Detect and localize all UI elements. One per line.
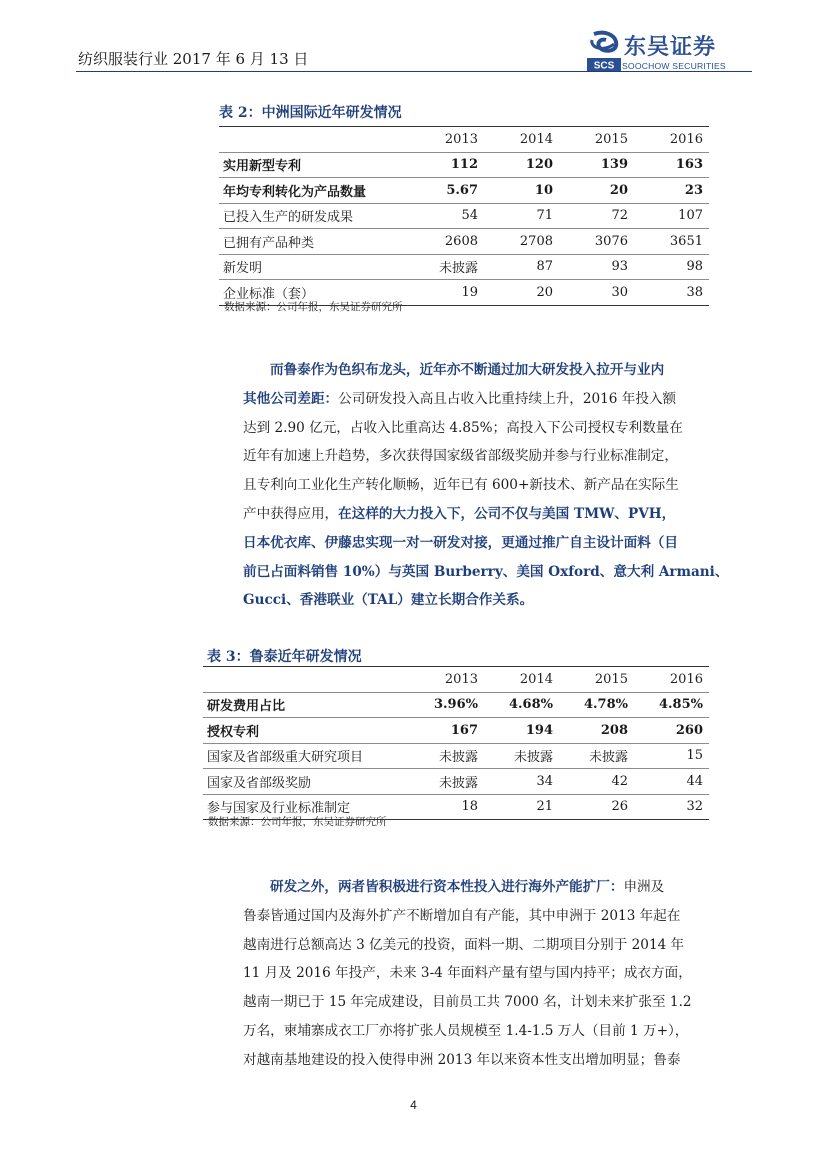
para-text: 申洲及 xyxy=(623,879,665,895)
cell: 2708 xyxy=(484,229,559,255)
cell: 208 xyxy=(559,718,634,744)
paragraph-rd xyxy=(243,356,729,615)
table2-year: 2014 xyxy=(484,127,559,153)
cell: 194 xyxy=(484,718,559,744)
cell: 26 xyxy=(559,794,634,820)
header-title: 纺织服装行业 2017 年 6 月 13 日 xyxy=(78,50,309,68)
para-line xyxy=(243,873,723,902)
cell: 3651 xyxy=(634,229,709,255)
cell: 107 xyxy=(634,203,709,229)
cell: 44 xyxy=(634,769,709,795)
para-line: 万名，柬埔寨成衣工厂亦将扩张人员规模至 1.4-1.5 万人（目前 1 万+）， xyxy=(243,1022,689,1039)
table-row xyxy=(219,254,709,280)
row-label: 企业标准（套） xyxy=(219,280,409,306)
table2-header-label xyxy=(219,127,409,153)
logo-mark-text: SCS xyxy=(593,60,615,72)
table-row xyxy=(203,718,709,744)
table2 xyxy=(219,126,709,306)
row-label: 研发费用占比 xyxy=(203,692,409,718)
para-line: 越南一期已于 15 年完成建设，目前员工共 7000 名，计划未来扩张至 1.2 xyxy=(243,994,692,1011)
table3-year: 2014 xyxy=(484,667,559,693)
cell: 72 xyxy=(559,203,634,229)
cell: 4.68% xyxy=(484,692,559,718)
row-label: 年均专利转化为产品数量 xyxy=(219,178,409,204)
cell: 87 xyxy=(484,254,559,280)
table3-header-row xyxy=(203,667,709,693)
cell: 167 xyxy=(409,718,484,744)
para-line: 越南进行总额高达 3 亿美元的投资，面料一期、二期项目分别于 2014 年 xyxy=(243,936,685,953)
table2-title: 表 2：中洲国际近年研发情况 xyxy=(219,105,402,121)
paragraph-capex xyxy=(243,873,723,1075)
para-line: 11 月及 2016 年投产，未来 3-4 年面料产量有望与国内持平；成衣方面， xyxy=(243,965,692,982)
cell: 71 xyxy=(484,203,559,229)
logo-chinese: 东吴证券 xyxy=(624,35,717,60)
table3-year: 2013 xyxy=(409,667,484,693)
cell: 139 xyxy=(559,152,634,178)
cell: 20 xyxy=(484,280,559,306)
para-emphasis: 研发之外，两者皆积极进行资本性投入进行海外产能扩厂： xyxy=(270,879,624,895)
para-line xyxy=(243,500,723,529)
cell: 4.85% xyxy=(634,692,709,718)
cell: 19 xyxy=(409,280,484,306)
header-divider xyxy=(76,71,752,72)
cell: 15 xyxy=(634,743,709,769)
cell: 5.67 xyxy=(409,178,484,204)
table3-source: 数据来源：公司年报，东吴证券研究所 xyxy=(208,816,387,828)
cell: 未披露 xyxy=(484,743,559,769)
table-row xyxy=(219,229,709,255)
table3-title: 表 3：鲁泰近年研发情况 xyxy=(207,649,362,665)
table-row xyxy=(203,743,709,769)
cell: 93 xyxy=(559,254,634,280)
table2-header-row xyxy=(219,127,709,153)
para-text: 公司研发投入高且占收入比重持续上升，2016 年投入额 xyxy=(338,390,677,407)
table-row xyxy=(219,152,709,178)
cell: 163 xyxy=(634,152,709,178)
cell: 3076 xyxy=(559,229,634,255)
cell: 42 xyxy=(559,769,634,795)
para-text: 产中获得应用， xyxy=(243,505,339,522)
page-number: 4 xyxy=(410,1098,417,1112)
table3-header-label xyxy=(203,667,409,693)
cell: 120 xyxy=(484,152,559,178)
para-line: 前已占面料销售 10%）与英国 Burberry、美国 Oxford、意大利 Armani、 xyxy=(243,563,729,580)
scs-logo-icon xyxy=(586,30,622,76)
row-label: 新发明 xyxy=(219,254,409,280)
row-label: 已投入生产的研发成果 xyxy=(219,203,409,229)
cell: 98 xyxy=(634,254,709,280)
para-line: 且专利向工业化生产转化顺畅，近年已有 600+新技术、新产品在实际生 xyxy=(243,477,679,494)
cell: 23 xyxy=(634,178,709,204)
cell: 21 xyxy=(484,794,559,820)
row-label: 国家及省部级重大研究项目 xyxy=(203,743,409,769)
cell: 20 xyxy=(559,178,634,204)
table2-year: 2016 xyxy=(634,127,709,153)
para-line: 日本优衣库、伊藤忠实现一对一研发对接，更通过推广自主设计面料（目 xyxy=(243,534,678,551)
table3-year: 2016 xyxy=(634,667,709,693)
cell: 10 xyxy=(484,178,559,204)
cell: 未披露 xyxy=(409,769,484,795)
table-row xyxy=(219,178,709,204)
table2-source: 数据来源：公司年报，东吴证券研究所 xyxy=(224,301,403,313)
row-label: 授权专利 xyxy=(203,718,409,744)
cell: 未披露 xyxy=(559,743,634,769)
cell: 34 xyxy=(484,769,559,795)
para-line: 近年有加速上升趋势，多次获得国家级省部级奖励并参与行业标准制定， xyxy=(243,448,678,465)
cell: 未披露 xyxy=(409,254,484,280)
para-line: 鲁泰皆通过国内及海外扩产不断增加自有产能，其中申洲于 2013 年起在 xyxy=(243,907,681,924)
para-emphasis: 其他公司差距： xyxy=(243,390,339,407)
row-label: 实用新型专利 xyxy=(219,152,409,178)
para-line: 而鲁泰作为色织布龙头，近年亦不断通过加大研发投入拉开与业内 xyxy=(270,362,665,378)
table-row xyxy=(203,769,709,795)
row-label: 参与国家及行业标准制定 xyxy=(203,794,409,820)
para-line: 对越南基地建设的投入使得申洲 2013 年以来资本性支出增加明显；鲁泰 xyxy=(243,1051,681,1068)
cell: 32 xyxy=(634,794,709,820)
para-emphasis: 在这样的大力投入下，公司不仅与美国 TMW、PVH， xyxy=(338,505,676,522)
cell: 2608 xyxy=(409,229,484,255)
table-row xyxy=(203,692,709,718)
cell: 260 xyxy=(634,718,709,744)
row-label: 国家及省部级奖励 xyxy=(203,769,409,795)
cell: 38 xyxy=(634,280,709,306)
para-line: 达到 2.90 亿元，占收入比重高达 4.85%；高投入下公司授权专利数量在 xyxy=(243,419,683,436)
cell: 54 xyxy=(409,203,484,229)
table3 xyxy=(203,666,709,820)
cell: 未披露 xyxy=(409,743,484,769)
cell: 112 xyxy=(409,152,484,178)
cell: 18 xyxy=(409,794,484,820)
cell: 30 xyxy=(559,280,634,306)
table-row xyxy=(219,203,709,229)
logo-english: SOOCHOW SECURITIES xyxy=(622,61,726,71)
cell: 3.96% xyxy=(409,692,484,718)
table2-year: 2015 xyxy=(559,127,634,153)
para-line xyxy=(243,385,723,414)
cell: 4.78% xyxy=(559,692,634,718)
para-line: Gucci、香港联业（TAL）建立长期合作关系。 xyxy=(243,592,534,609)
table3-year: 2015 xyxy=(559,667,634,693)
row-label: 已拥有产品种类 xyxy=(219,229,409,255)
table2-year: 2013 xyxy=(409,127,484,153)
